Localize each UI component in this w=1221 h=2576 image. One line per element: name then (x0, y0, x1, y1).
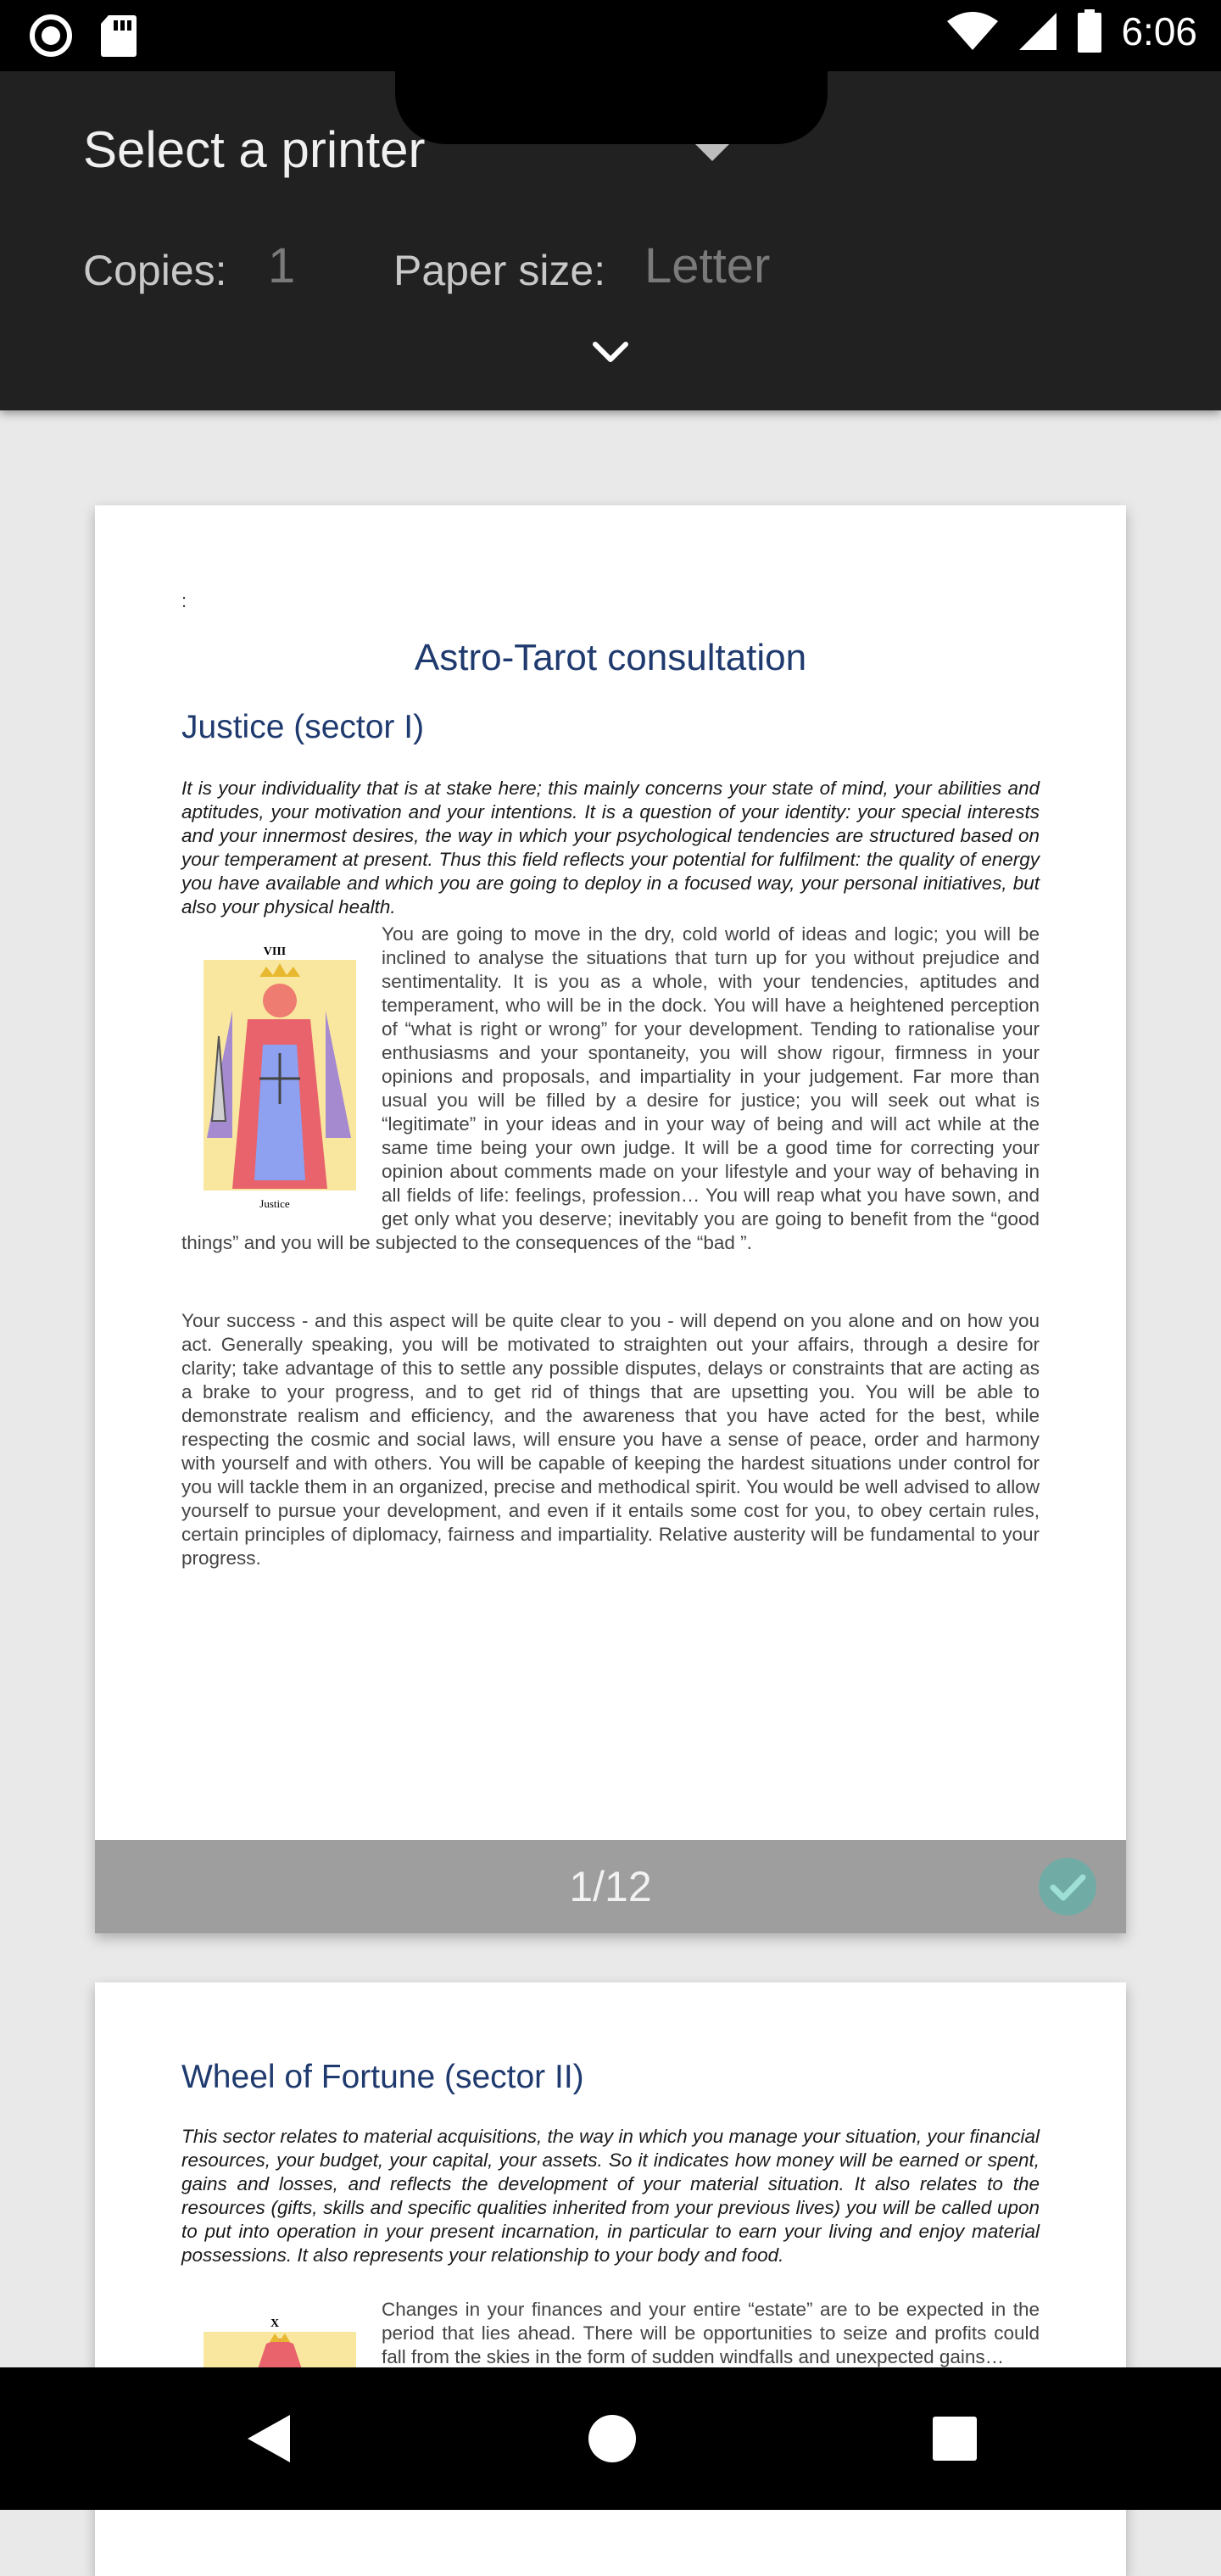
body-paragraph-2: Your success - and this aspect will be quite clear to you - will depend on you alone and on how you act. Generally speaking, you will be motivated to straighten out your affairs, through a desire for clarity; take advantage of this to settle any possible disputes, delays or constraints that are acting as a brake to your progress, and to get rid of things that are upsetting you. You will be able to demonstrate realism and efficiency, and the awareness that you have acted for the best, while respecting the cosmic and social laws, will ensure you have a sense of peace, order and harmony with yourself and with others. You will be capable of keeping the hardest situations under control for you will tackle them in an organized, precise and methodical spirit. You would be well advised to allow yourself to pursue your development, and even if it entails some cost for you, to obey certain rules, certain principles of diplomacy, fairness and impartiality. Relative austerity will be fundamental to your progress. (181, 1310, 1040, 1569)
sector-intro-2: This sector relates to material acquisitions, the way in which you manage your situation, your financial resources, your budget, your capital, your assets. So it indicates how money will be earned or spent, gains and losses, and reflects the development of your material situation. It also relates to the resources (gifts, skills and specific qualities inherited from your previous lives) you will be called upon to put into operation in your present incarnation, in particular to earn your living and enjoy material possessions. It also represents your relationship to your body and food. (181, 2126, 1040, 2266)
body-paragraph-block-2 (181, 2298, 1040, 2369)
card-caption: Justice (259, 1197, 290, 1210)
printer-select[interactable]: Select a printer (83, 121, 426, 178)
cell-signal-icon (1018, 11, 1058, 52)
clock: 6:06 (1121, 9, 1197, 53)
body-paragraph-block (181, 923, 1040, 1255)
copies-input[interactable]: 1 (268, 238, 296, 293)
tarot-card-justice (181, 926, 368, 1214)
wheel-card-image (181, 2301, 368, 2369)
page-footer (95, 1840, 1126, 1933)
sector-title: Justice (sector I) (181, 709, 425, 745)
page-preview-1[interactable] (95, 505, 1126, 1933)
paper-size-select[interactable]: Letter (644, 238, 771, 293)
card-number-2: X (270, 2317, 280, 2330)
page-number: 1/12 (569, 1863, 652, 1910)
body-paragraph-2-1: Changes in your finances and your entire “estate” are to be expected in the period that lies ahead. There will be opportunities to seize and profits could fall from the skies in the form of sudden windfalls and unexpected gains… (382, 2299, 1040, 2367)
check-icon[interactable] (1038, 1857, 1097, 1916)
record-icon (29, 14, 73, 58)
recents-icon[interactable] (931, 2412, 978, 2466)
dropdown-arrow-icon[interactable] (695, 144, 729, 161)
navigation-bar (0, 2367, 1221, 2510)
tarot-card-wheel (181, 2301, 368, 2369)
sector-intro: It is your individuality that is at stake here; this mainly concerns your state of mind, your abilities and aptitudes, your motivation and your intentions. It is a question of your identity: your special interests and your innermost desires, the way in which your psychological tendencies are structured based on your temperament at present. Thus this field reflects your potential for fulfilment: the quality of energy you have available and which you are going to deploy in a focused way, your personal initiatives, but also your physical health. (181, 778, 1040, 917)
sector-title-2: Wheel of Fortune (sector II) (181, 2059, 584, 2095)
sd-card-icon (100, 14, 137, 58)
justice-card-image (181, 926, 368, 1214)
card-number: VIII (263, 945, 287, 958)
document-title: Astro-Tarot consultation (414, 637, 807, 678)
page-colon: : (181, 590, 187, 611)
paper-size-label: Paper size: (393, 247, 606, 294)
copies-label: Copies: (83, 247, 227, 294)
battery-icon (1077, 9, 1102, 53)
camera-notch (395, 59, 828, 144)
wifi-icon (946, 11, 999, 52)
expand-options-icon[interactable] (585, 332, 636, 375)
home-icon[interactable] (587, 2412, 638, 2466)
back-icon[interactable] (243, 2412, 293, 2466)
body-paragraph-1: You are going to move in the dry, cold world of ideas and logic; you will be inclined to analyse the situations that turn up for you without prejudice and sentimentality. It is you as a whole, with your tendencies, aptitudes and temperament, who will be in the dock. You will have a heightened perception of “what is right or wrong” for your development. Tending to rationalise your enthusiasms and your spontaneity, you will show rigour, firmness in your opinions and proposals, and impartiality in your judgement. Far more than usual you will be filled by a desire for justice; you will seek out what is “legitimate” in your ideas and in your way of being and will act while at the same time being your own judge. It will be a good time for correcting your opinion about comments made on your lifestyle and your way of behaving in all fields of life: feelings, profession… You will reap what you have sown, and get only what you deserve; inevitably you are going to benefit from the “good things” and you will be subjected to the consequences of the “bad ”. (181, 923, 1040, 1253)
